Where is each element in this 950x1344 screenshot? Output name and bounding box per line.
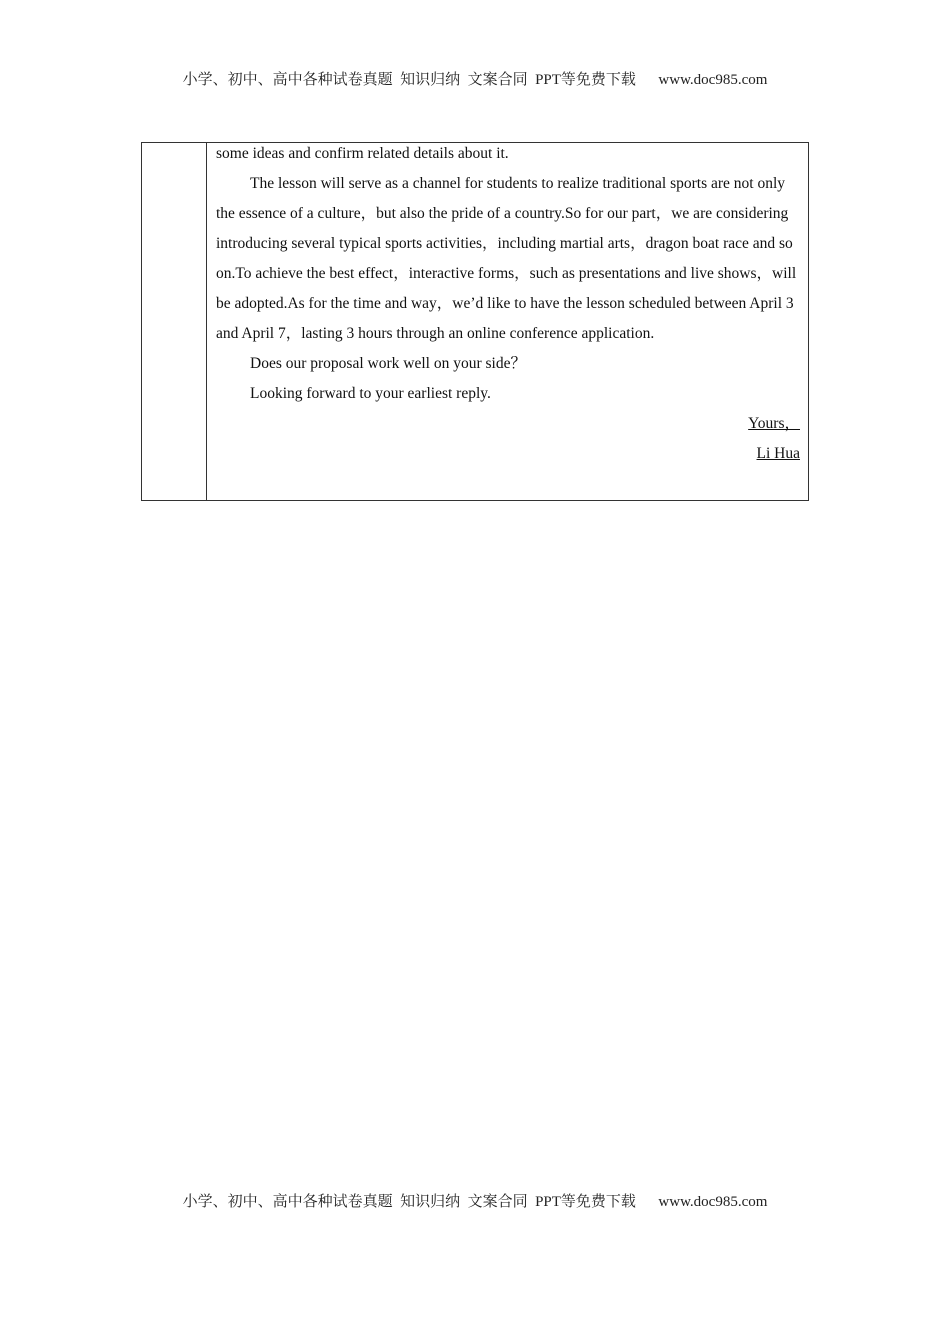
letter-content	[216, 143, 800, 469]
letter-paragraph-1: The lesson will serve as a channel for students to realize traditional sports are not only the essence of a culture，but also the pride of a country.So for our part，we are considering introducing several typical sports activities，including martial arts，dragon boat race and so on.To achieve the best effect，interactive forms，such as presentations and live shows，will be adopted.As for the time and way，we’d like to have the lesson scheduled between April 3 and April 7，lasting 3 hours through an online conference application.	[216, 175, 797, 342]
letter-closing: Yours，	[748, 415, 800, 432]
letter-paragraph-2: Does our proposal work well on your side？	[250, 355, 526, 372]
page-header: 小学、初中、高中各种试卷真题 知识归纳 文案合同 PPT等免费下载 www.doc985.com	[182, 72, 768, 88]
letter-table	[141, 142, 809, 501]
page-footer: 小学、初中、高中各种试卷真题 知识归纳 文案合同 PPT等免费下载 www.doc985.com	[182, 1194, 768, 1210]
table-left-cell	[142, 143, 207, 500]
letter-signature: Li Hua	[756, 445, 800, 462]
letter-paragraph-3: Looking forward to your earliest reply.	[250, 385, 491, 402]
letter-continuation: some ideas and confirm related details about it.	[216, 145, 509, 162]
